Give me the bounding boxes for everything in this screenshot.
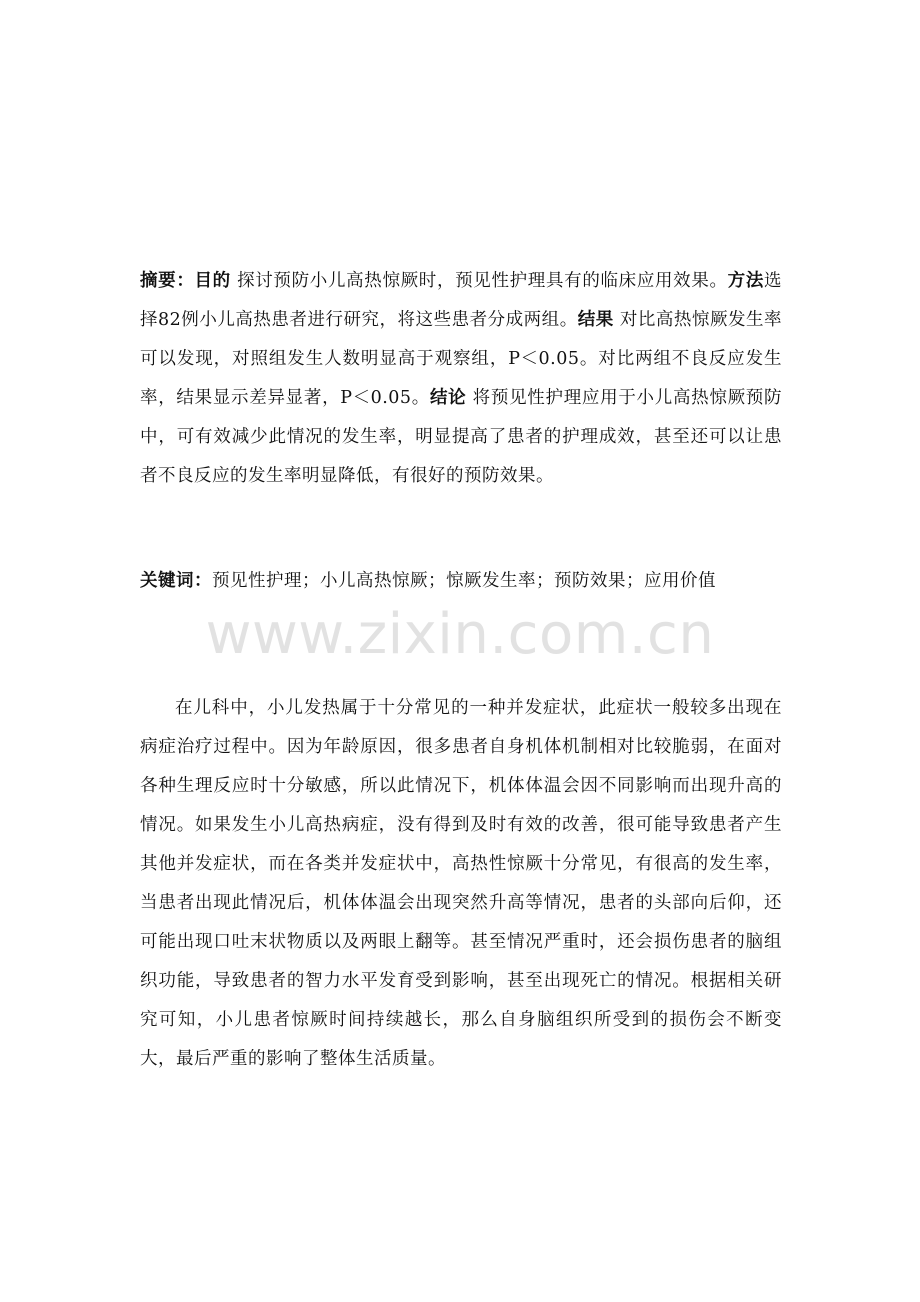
abstract-conclusion-text: 将预见性护理应用于小儿高热惊厥预防中，可有效减少此情况的发生率，明显提高了患者的护理成效，甚至还可以让患者不良反应的发生率明显降低，有很好的预防效果。 — [140, 388, 783, 486]
abstract-paragraph — [140, 262, 782, 496]
abstract-objective-label: 目的 — [194, 271, 231, 291]
abstract-method-label: 方法 — [727, 271, 765, 291]
watermark: www.zixin.com.cn — [205, 602, 715, 667]
abstract-summary-label: 摘要： — [140, 271, 195, 291]
abstract-result-label: 结果 — [577, 310, 614, 330]
keywords-text: 预见性护理；小儿高热惊厥；惊厥发生率；预防效果；应用价值 — [212, 571, 716, 591]
abstract-conclusion-label: 结论 — [429, 388, 467, 408]
body-paragraph: 在儿科中，小儿发热属于十分常见的一种并发症状，此症状一般较多出现在病症治疗过程中。因为年龄原因，很多患者自身机体机制相对比较脆弱，在面对各种生理反应时十分敏感，所以此情况下，机体体温会因不同影响而出现升高的情况。如果发生小儿高热病症，没有得到及时有效的改善，很可能导致患者产生其他并发症状，而在各类并发症状中，高热性惊厥十分常见，有很高的发生率，当患者出现此情况后，机体体温会出现突然升高等情况，患者的头部向后仰，还可能出现口吐末状物质以及两眼上翻等。甚至情况严重时，还会损伤患者的脑组织功能，导致患者的智力水平发育受到影响，甚至出现死亡的情况。根据相关研究可知，小儿患者惊厥时间持续越长，那么自身脑组织所受到的损伤会不断变大，最后严重的影响了整体生活质量。 — [140, 698, 782, 1069]
keywords-line — [140, 562, 782, 601]
abstract-result-text: 对比高热惊厥发生率可以发现，对照组发生人数明显高于观察组，P＜0.05。对比两组不良反应发生率，结果显示差异显著，P＜0.05。 — [140, 310, 782, 408]
keywords-label: 关键词： — [140, 571, 212, 591]
abstract-objective-text: 探讨预防小儿高热惊厥时，预见性护理具有的临床应用效果。 — [230, 271, 728, 291]
abstract-method-text: 选择82例小儿高热患者进行研究，将这些患者分成两组。 — [140, 271, 783, 330]
